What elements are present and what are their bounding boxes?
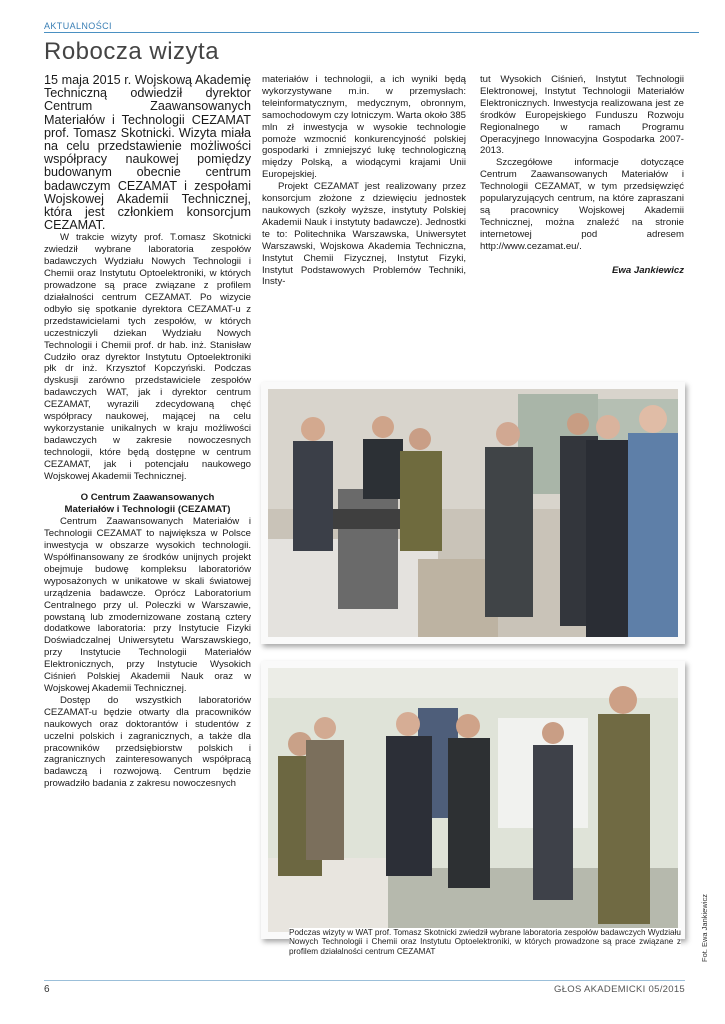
footer-rule [44, 980, 685, 981]
photo-lab-visit-1 [261, 382, 685, 644]
section-label: AKTUALNOŚCI [44, 21, 112, 31]
article-title: Robocza wizyta [44, 38, 220, 65]
journal-issue: GŁOS AKADEMICKI 05/2015 [554, 984, 685, 995]
paragraph: Projekt CEZAMAT jest realizowany przez konsorcjum złożone z dziewięciu jednostek naukowych (szkoły wyższe, instytuty Polskiej Akademii Nauk i instytuty badawcze). Jednostki te to: Politechnika Warszawska, Uniwersytet Warszawski, Wojskowa Akademia Techniczna, Instytut Chemii Fizycznej, Instytut Fizyki, Instytut Podstawowych Problemów Techniki, Insty- [262, 181, 466, 288]
author-signature: Ewa Jankiewicz [612, 264, 684, 276]
paragraph: W trakcie wizyty prof. T.omasz Skotnicki zwiedził wybrane laboratoria zespołów badawczych Wydziału Nowych Technologii i Chemii oraz Instytutu Optoelektroniki, w których prowadzone są prace związane z profilem działalności centrum CEZAMAT. Po wizycie odbyło się spotkanie dyrektora CEZAMAT-u z przedstawicielami tych zespołów, w których uczestniczyli dziekan Wydziału Nowych Technologii i Chemii prof. dr hab. inż. Stanisław Cudziło oraz dyrektor Instytutu Optoelektroniki płk dr inż. Krzysztof Kopczyński. Podczas dyskusji zarówno przedstawiciele zespołów badawczych WAT, jak i dyrektor centrum CEZAMAT, wyrazili zdecydowaną chęć współpracy naukowej, mającej na celu wykorzystanie unikalnych w kraju możliwości badawczych w zakresie nowoczesnych technologii, które będą dostępne w centrum CEZAMAT, jak i potencjału naukowego Wojskowej Akademii Technicznej. [44, 232, 251, 482]
photo-credit: Fot. Ewa Jankiewicz [700, 894, 709, 962]
column-2 [262, 74, 466, 288]
paragraph: Dostęp do wszystkich laboratoriów CEZAMAT-u będzie otwarty dla pracowników naukowych oraz doktorantów i studentów z uczelni polskich i zagranicznych, a także dla pracowników przedsiębiorstw polskich i zagranicznych zainteresowanych współpracą badawczą i rozwojową. Centrum będzie prowadziło badania z zakresu nowoczesnych [44, 694, 251, 790]
photo-illustration [268, 389, 678, 637]
column-1 [44, 74, 251, 790]
paragraph: materiałów i technologii, a ich wyniki będą wykorzystywane m.in. w przemysłach: teleinformatycznym, medycznym, obronnym, samochodowym czy lotniczym. Warta około 385 mln zł inwestycja w wysokie technologie pomoże wzmocnić konkurencyjność polskiej gospodarki i zmniejszyć lukę technologiczną między Polską, a wiodącymi krajami Unii Europejskiej. [262, 74, 466, 181]
paragraph: tut Wysokich Ciśnień, Instytut Technologii Elektronowej, Instytut Technologii Materiałów Elektronicznych. Inwestycja realizowana jest ze środków Europejskiego Funduszu Rozwoju Regionalnego w ramach Programu Operacyjnego Innowacyjna Gospodarka 2007-2013. [480, 74, 684, 157]
subheading-line-2: Materiałów i Technologii (CEZAMAT) [64, 504, 231, 516]
subheading-line-1: O Centrum Zaawansowanych [80, 492, 215, 504]
column-3 [480, 74, 684, 277]
lead-paragraph: 15 maja 2015 r. Wojskową Akademię Techniczną odwiedził dyrektor Centrum Zaawansowanych Materiałów i Technologii CEZAMAT prof. Tomasz Skotnicki. Wizyta miała na celu przedstawienie możliwości współpracy naukowej pomiędzy budowanym obecnie centrum badawczym CEZAMAT i zespołami Wojskowej Akademii Technicznej, która jest członkiem konsorcjum CEZAMAT. [44, 73, 251, 233]
paragraph: Szczegółowe informacje dotyczące Centrum Zaawansowanych Materiałów i Technologii CEZAMAT, w tym przedsięwzięć popularyzujących centrum, na które zapraszani są pracownicy Wojskowej Akademii Technicznej, można znaleźć na stronie internetowej pod adresem http://www.cezamat.eu/. [480, 157, 684, 252]
photo-illustration [268, 668, 678, 932]
photo-lab-visit-2 [261, 661, 685, 939]
section-rule [44, 20, 699, 33]
page-number: 6 [44, 984, 50, 995]
photo-caption: Podczas wizyty w WAT prof. Tomasz Skotnicki zwiedził wybrane laboratoria zespołów badawczych Wydziału Nowych Technologii i Chemii oraz Instytutu Optoelektroniki, w których prowadzone są prace związane z profilem działalności centrum CEZAMAT [289, 928, 681, 956]
paragraph: Centrum Zaawansowanych Materiałów i Technologii CEZAMAT to największa w Polsce inwestycja w obszarze wysokich technologii. Współfinansowany ze środków unijnych projekt obejmuje budowę kompleksu laboratoriów wyposażonych w unikatowe w skali światowej urządzenia badawcze. Oprócz Laboratorium Centralnego przy ul. Poleczki w Warszawie, powstaną lub zmodernizowane zostaną cztery dodatkowe laboratoria: przy Instytucie Fizyki Doświadczalnej Uniwersytetu Warszawskiego, przy Instytucie Technologii Materiałów Elektronicznych, przy Instytucie Wysokich Ciśnień Polskiej Akademii Nauk oraz w Wojskowej Akademii Technicznej. [44, 516, 251, 694]
